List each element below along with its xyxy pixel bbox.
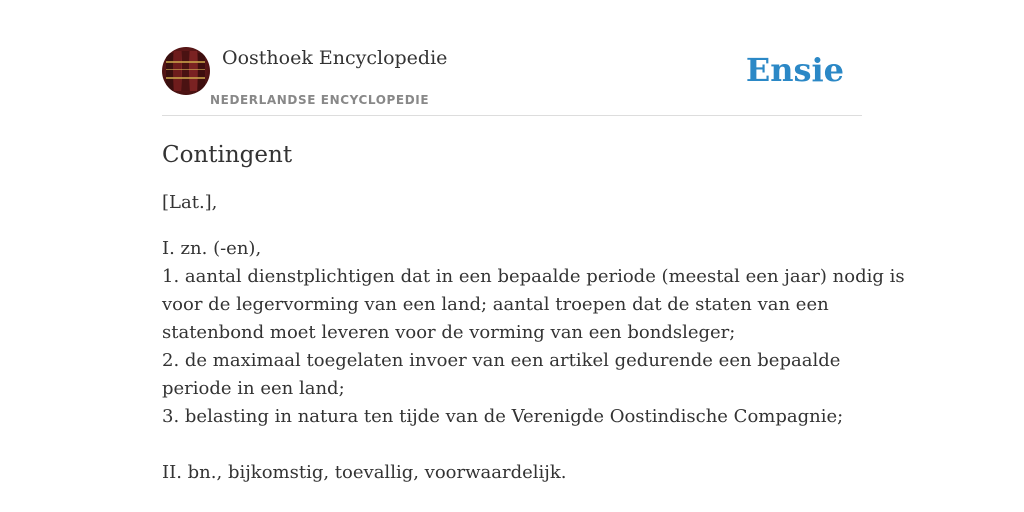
definition-text: [162, 235, 905, 487]
article: [162, 138, 905, 487]
avatar[interactable]: [162, 47, 210, 95]
site-title[interactable]: Oosthoek Encyclopedie: [222, 47, 448, 69]
definition-line: 3. belasting in natura ten tijde van de Verenigde Oostindische Compagnie;: [162, 406, 844, 427]
definition-line: voor de legervorming van een land; aantal troepen dat de staten van een: [162, 294, 829, 315]
site-subtitle: NEDERLANDSE ENCYCLOPEDIE: [210, 93, 430, 107]
definition-line: I. zn. (-en),: [162, 238, 262, 259]
line-spacer: [162, 431, 867, 459]
definition-line: periode in een land;: [162, 378, 345, 399]
brand-logo[interactable]: Ensie: [745, 51, 844, 89]
page-title: Contingent: [162, 142, 293, 168]
site-header: [162, 46, 862, 116]
etymology: [Lat.],: [162, 192, 218, 213]
book-spines-icon: [162, 47, 210, 95]
definition-line: II. bn., bijkomstig, toevallig, voorwaardelijk.: [162, 462, 567, 483]
definition-line: 2. de maximaal toegelaten invoer van een artikel gedurende een bepaalde: [162, 350, 841, 371]
definition-line: 1. aantal dienstplichtigen dat in een bepaalde periode (meestal een jaar) nodig is: [162, 266, 905, 287]
definition-line: statenbond moet leveren voor de vorming van een bondsleger;: [162, 322, 736, 343]
